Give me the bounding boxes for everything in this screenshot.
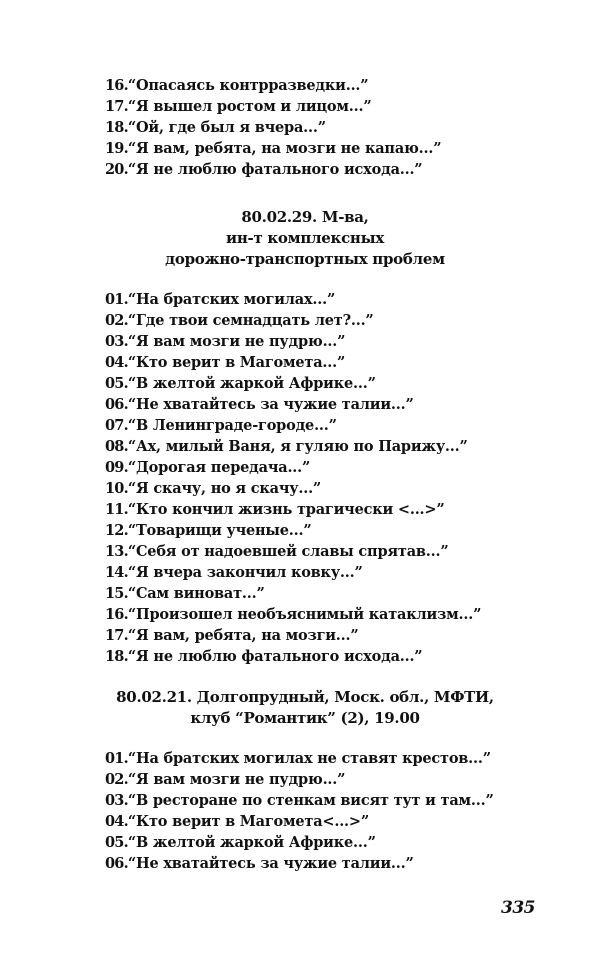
list-item (105, 646, 481, 667)
item-number: 01. (105, 291, 128, 308)
list-item (105, 373, 481, 394)
item-title: “Где твои семнадцать лет?...” (127, 312, 374, 329)
item-title: “Я вам мозги не пудрю...” (127, 771, 346, 788)
item-title: “Я вам, ребята, на мозги...” (127, 627, 359, 644)
item-number: 10. (105, 480, 128, 497)
item-title: “Я скачу, но я скачу...” (127, 480, 322, 497)
item-title: “Ах, милый Ваня, я гуляю по Парижу...” (127, 438, 468, 455)
item-number: 18. (105, 119, 128, 136)
item-number: 09. (105, 459, 128, 476)
list-item (105, 415, 481, 436)
item-number: 06. (105, 855, 128, 872)
item-title: “Себя от надоевшей славы спрятав...” (127, 543, 449, 560)
item-title: “В желтой жаркой Африке...” (127, 375, 376, 392)
item-number: 03. (105, 333, 128, 350)
item-title: “Я не люблю фатального исхода...” (127, 161, 423, 178)
item-title: “Я вчера закончил ковку...” (127, 564, 363, 581)
item-title: “Сам виноват...” (127, 585, 265, 602)
list-item (105, 790, 494, 811)
list-item (105, 75, 441, 96)
item-number: 16. (105, 77, 128, 94)
list-item (105, 520, 481, 541)
item-number: 06. (105, 396, 128, 413)
item-number: 14. (105, 564, 128, 581)
song-list-concert-2 (105, 748, 494, 874)
item-title: “На братских могилах...” (127, 291, 336, 308)
list-item (105, 562, 481, 583)
list-item (105, 541, 481, 562)
list-item (105, 478, 481, 499)
list-item (105, 499, 481, 520)
list-item (105, 457, 481, 478)
heading-line: дорожно-транспортных проблем (165, 250, 445, 268)
item-title: “Кто кончил жизнь трагически <...>” (127, 501, 445, 518)
item-number: 08. (105, 438, 128, 455)
item-number: 02. (105, 771, 128, 788)
item-title: “Опасаясь контрразведки...” (127, 77, 369, 94)
item-title: “Я вышел ростом и лицом...” (127, 98, 372, 115)
list-item (105, 394, 481, 415)
item-number: 04. (105, 354, 128, 371)
list-item (105, 748, 494, 769)
item-title: “На братских могилах не ставят крестов...” (127, 750, 491, 767)
heading-line: ин-т комплексных (226, 229, 384, 247)
item-number: 05. (105, 375, 128, 392)
item-number: 03. (105, 792, 128, 809)
song-list-concert-1 (105, 289, 481, 667)
list-item (105, 138, 441, 159)
item-number: 17. (105, 98, 128, 115)
list-item (105, 769, 494, 790)
heading-line: клуб “Романтик” (2), 19.00 (190, 709, 420, 727)
list-item (105, 811, 494, 832)
item-title: “Кто верит в Магомета<...>” (127, 813, 369, 830)
item-title: “Не хватайтесь за чужие талии...” (127, 396, 414, 413)
item-title: “Произошел необъяснимый катаклизм...” (127, 606, 482, 623)
item-number: 04. (105, 813, 128, 830)
list-item (105, 832, 494, 853)
list-item (105, 853, 494, 874)
item-title: “Я вам, ребята, на мозги не капаю...” (127, 140, 442, 157)
item-title: “В ресторане по стенкам висят тут и там...” (127, 792, 494, 809)
item-title: “Я не люблю фатального исхода...” (127, 648, 423, 665)
item-title: “Не хватайтесь за чужие талии...” (127, 855, 414, 872)
item-title: “Ой, где был я вчера...” (127, 119, 326, 136)
item-number: 11. (105, 501, 128, 518)
item-number: 17. (105, 627, 128, 644)
list-item (105, 289, 481, 310)
item-number: 05. (105, 834, 128, 851)
item-number: 01. (105, 750, 128, 767)
item-number: 02. (105, 312, 128, 329)
item-title: “Дорогая передача...” (127, 459, 311, 476)
list-item (105, 310, 481, 331)
item-number: 15. (105, 585, 128, 602)
item-number: 07. (105, 417, 128, 434)
item-title: “Товарищи ученые...” (127, 522, 312, 539)
item-title: “В Ленинграде-городе...” (127, 417, 337, 434)
item-number: 16. (105, 606, 128, 623)
list-item (105, 436, 481, 457)
page-number: 335 (501, 898, 535, 918)
list-item (105, 96, 441, 117)
item-number: 12. (105, 522, 128, 539)
heading-line: 80.02.29. М-ва, (241, 208, 369, 226)
list-item (105, 117, 441, 138)
list-item (105, 583, 481, 604)
list-item (105, 604, 481, 625)
section-heading-concert-1 (100, 207, 510, 270)
item-title: “В желтой жаркой Африке...” (127, 834, 376, 851)
item-number: 20. (105, 161, 128, 178)
list-item (105, 625, 481, 646)
item-number: 13. (105, 543, 128, 560)
section-heading-concert-2 (100, 687, 510, 729)
heading-line: 80.02.21. Долгопрудный, Моск. обл., МФТИ, (116, 688, 494, 706)
item-number: 19. (105, 140, 128, 157)
list-item (105, 159, 441, 180)
list-item (105, 331, 481, 352)
item-number: 18. (105, 648, 128, 665)
item-title: “Я вам мозги не пудрю...” (127, 333, 346, 350)
list-item (105, 352, 481, 373)
song-list-continued (105, 75, 441, 180)
item-title: “Кто верит в Магомета...” (127, 354, 346, 371)
